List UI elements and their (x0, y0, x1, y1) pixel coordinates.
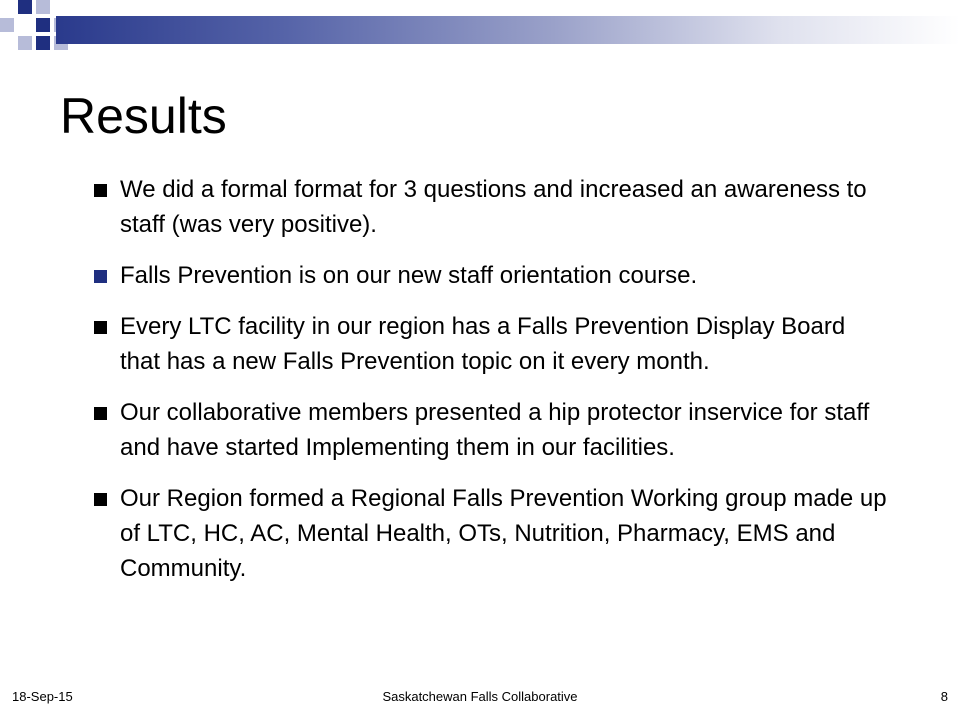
bullet-text: We did a formal format for 3 questions and increased an awareness to staff (was very positive). (120, 176, 867, 238)
decor-square (36, 0, 50, 14)
bullet-item (90, 481, 890, 586)
bullet-text: Our Region formed a Regional Falls Prevention Working group made up of LTC, HC, AC, Mental Health, OTs, Nutrition, Pharmacy, EMS and Community. (120, 485, 887, 582)
decor-square (36, 18, 50, 32)
square-bullet-icon (94, 407, 107, 420)
decor-square (0, 18, 14, 32)
bullet-item (90, 258, 890, 293)
slide-title: Results (60, 88, 227, 144)
decor-square (18, 0, 32, 14)
bullet-item (90, 172, 890, 242)
bullet-list (90, 172, 890, 602)
square-bullet-icon (94, 493, 107, 506)
footer-title: Saskatchewan Falls Collaborative (382, 689, 578, 704)
square-bullet-icon (94, 270, 107, 283)
footer-page-number: 8 (940, 689, 948, 704)
square-bullet-icon (94, 184, 107, 197)
bullet-item (90, 309, 890, 379)
decor-square (18, 36, 32, 50)
footer-date: 18-Sep-15 (12, 689, 73, 704)
decor-square (36, 36, 50, 50)
bullet-item (90, 395, 890, 465)
bullet-text: Every LTC facility in our region has a Falls Prevention Display Board that has a new Falls Prevention topic on it every month. (120, 313, 846, 375)
header-gradient-bar (56, 16, 960, 44)
bullet-text: Falls Prevention is on our new staff orientation course. (120, 262, 698, 289)
square-bullet-icon (94, 321, 107, 334)
bullet-text: Our collaborative members presented a hip protector inservice for staff and have started Implementing them in our facilities. (120, 399, 870, 461)
